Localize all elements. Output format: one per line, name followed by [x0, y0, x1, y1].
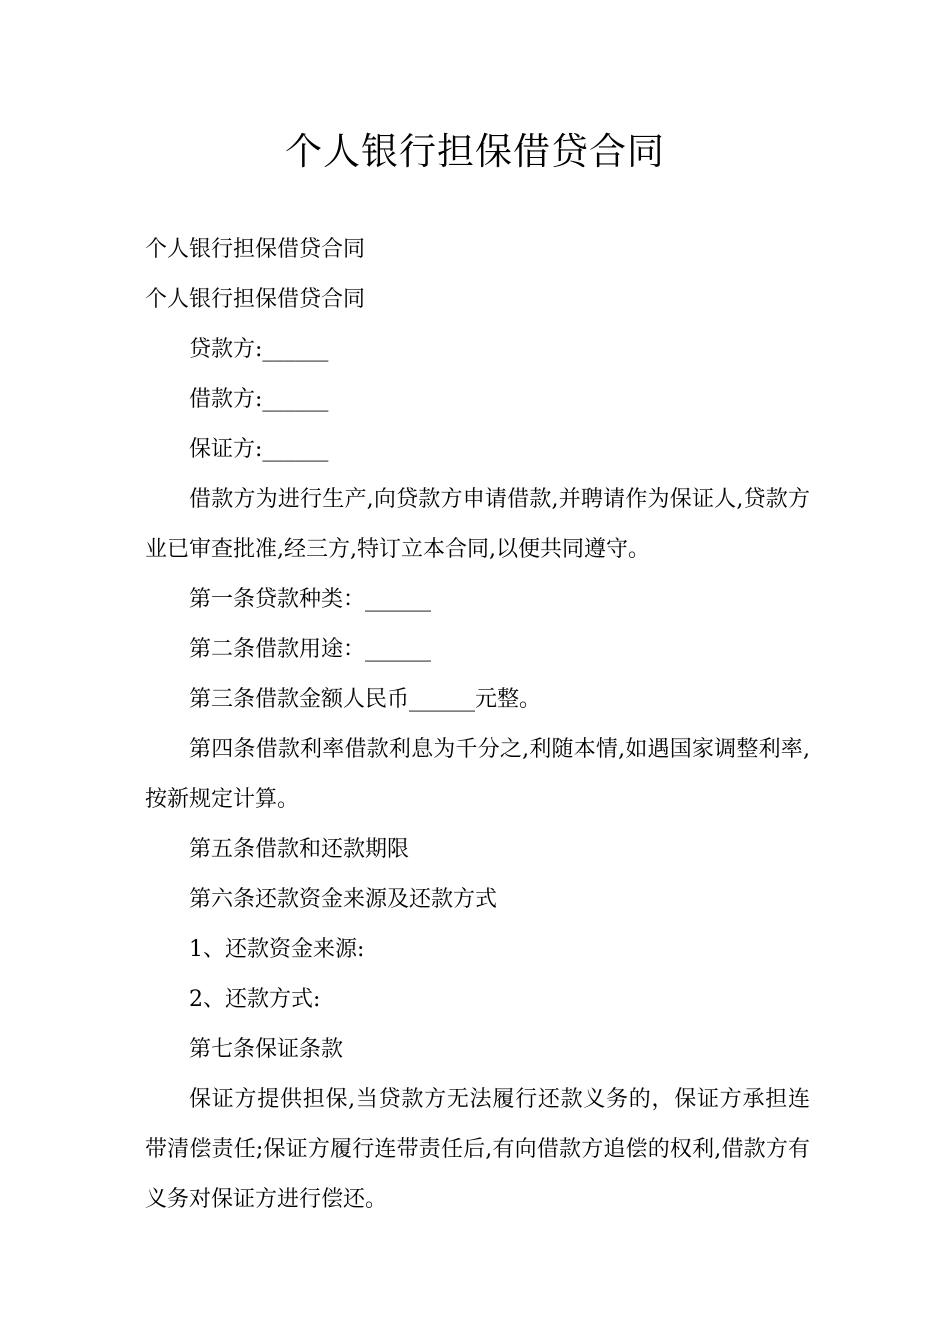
paragraph-guarantee-terms: 保证方提供担保,当贷款方无法履行还款义务的，保证方承担连带清偿责任;保证方履行连带责任后,有向借款方追偿的权利,借款方有义务对保证方进行偿还。 [145, 1087, 810, 1212]
paragraph-article-6: 第六条还款资金来源及还款方式 [189, 887, 498, 912]
document-title: 个人银行担保借贷合同 [285, 130, 665, 173]
paragraph-item-2: 2、还款方式: [189, 987, 321, 1012]
paragraph-article-7: 第七条保证条款 [189, 1037, 344, 1062]
paragraph-heading: 个人银行担保借贷合同 [145, 287, 366, 312]
paragraph-lender: 贷款方:______ [189, 337, 329, 362]
paragraph-article-1: 第一条贷款种类：______ [189, 587, 432, 612]
paragraph-article-2: 第二条借款用途：______ [189, 637, 432, 662]
paragraph-guarantor: 保证方:______ [189, 437, 329, 462]
paragraph-article-5: 第五条借款和还款期限 [189, 837, 410, 862]
paragraph-article-4: 第四条借款利率借款利息为千分之,利随本情,如遇国家调整利率,按新规定计算。 [145, 737, 810, 812]
paragraph-preamble: 借款方为进行生产,向贷款方申请借款,并聘请作为保证人,贷款方业已审查批准,经三方,特订立本合同,以便共同遵守。 [145, 487, 810, 562]
paragraph-borrower: 借款方:______ [189, 387, 329, 412]
document-body [145, 225, 810, 1225]
paragraph-item-1: 1、还款资金来源: [189, 937, 365, 962]
paragraph-article-3: 第三条借款金额人民币______元整。 [189, 687, 542, 712]
paragraph-heading: 个人银行担保借贷合同 [145, 237, 366, 262]
